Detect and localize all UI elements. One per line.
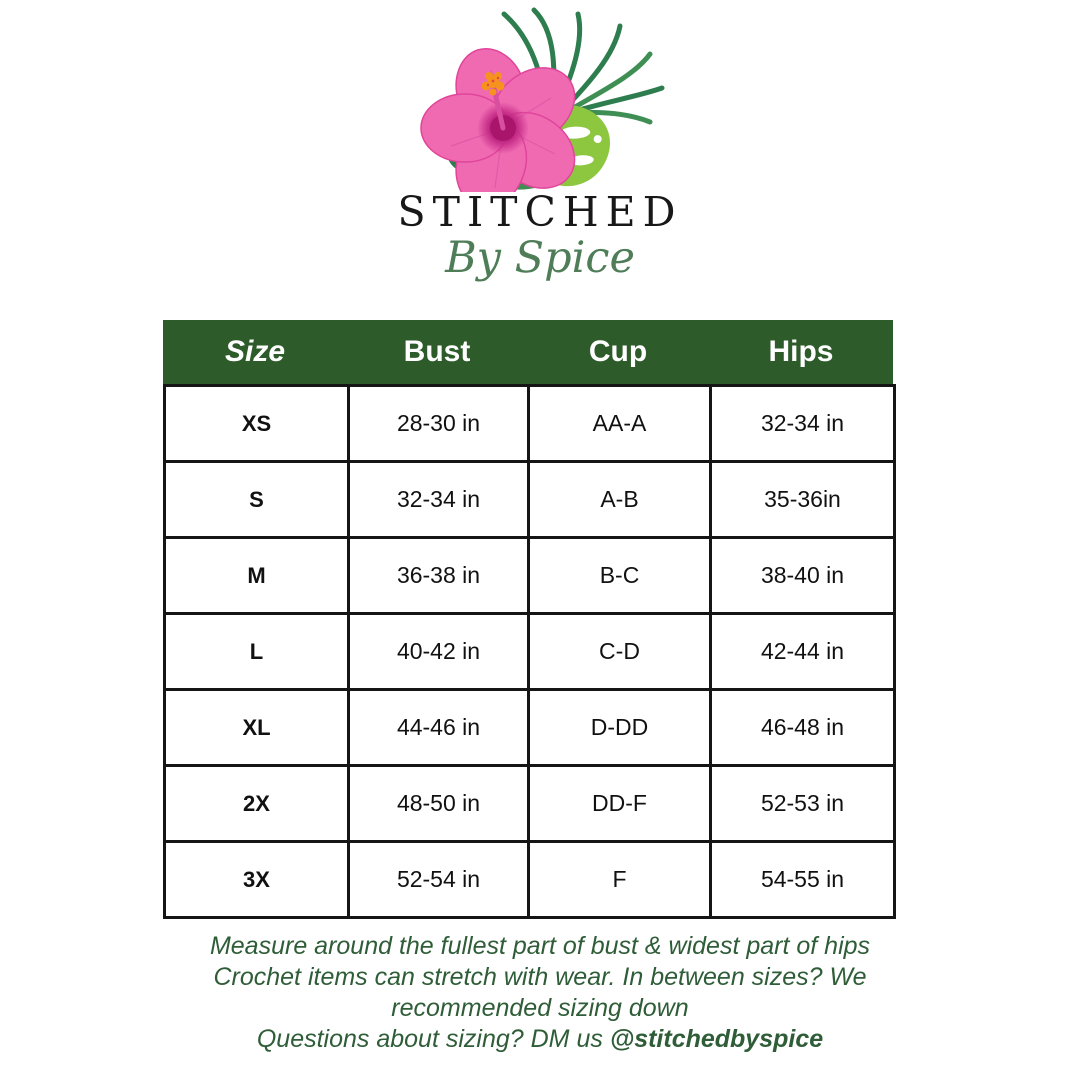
table-row <box>165 766 895 842</box>
size-cell: L <box>165 614 349 690</box>
cup-cell: DD-F <box>529 766 711 842</box>
bust-cell: 36-38 in <box>349 538 529 614</box>
footer-notes <box>0 931 1080 1055</box>
hips-cell: 35-36in <box>711 462 895 538</box>
header-hips: Hips <box>768 335 834 368</box>
size-cell: XS <box>165 386 349 462</box>
hips-cell: 52-53 in <box>711 766 895 842</box>
header-cup: Cup <box>588 335 648 368</box>
header-bust: Bust <box>403 335 471 368</box>
size-cell: 3X <box>165 842 349 918</box>
question-note <box>0 1024 1080 1055</box>
table-row <box>165 614 895 690</box>
bust-cell: 52-54 in <box>349 842 529 918</box>
table-header-row <box>163 320 893 384</box>
table-row <box>165 386 895 462</box>
cup-cell: B-C <box>529 538 711 614</box>
bust-cell: 40-42 in <box>349 614 529 690</box>
hips-cell: 46-48 in <box>711 690 895 766</box>
sizing-down-note: recommended sizing down <box>391 994 689 1022</box>
table-row <box>165 690 895 766</box>
cup-cell: C-D <box>529 614 711 690</box>
cup-cell: D-DD <box>529 690 711 766</box>
size-cell: S <box>165 462 349 538</box>
question-prefix: Questions about sizing? DM us <box>256 1025 610 1053</box>
instagram-handle: @stitchedbyspice <box>609 1025 824 1053</box>
bust-cell: 28-30 in <box>349 386 529 462</box>
size-chart-table <box>163 320 893 919</box>
table-row <box>165 462 895 538</box>
size-cell: XL <box>165 690 349 766</box>
hips-cell: 54-55 in <box>711 842 895 918</box>
table-body <box>163 384 896 919</box>
hips-cell: 32-34 in <box>711 386 895 462</box>
hibiscus-bloom-icon <box>421 40 589 192</box>
cup-cell: AA-A <box>529 386 711 462</box>
table-row <box>165 538 895 614</box>
cup-cell: A-B <box>529 462 711 538</box>
bust-cell: 48-50 in <box>349 766 529 842</box>
size-cell: 2X <box>165 766 349 842</box>
hips-cell: 38-40 in <box>711 538 895 614</box>
stretch-note: Crochet items can stretch with wear. In between sizes? We <box>213 963 867 991</box>
hips-cell: 42-44 in <box>711 614 895 690</box>
hibiscus-flower-icon <box>408 2 688 192</box>
header-size: Size <box>224 335 286 368</box>
measure-note: Measure around the fullest part of bust & widest part of hips <box>209 932 871 960</box>
brand-name: STITCHED <box>397 188 683 236</box>
brand-subtitle: By Spice <box>445 233 635 283</box>
cup-cell: F <box>529 842 711 918</box>
bust-cell: 32-34 in <box>349 462 529 538</box>
size-cell: M <box>165 538 349 614</box>
bust-cell: 44-46 in <box>349 690 529 766</box>
table-row <box>165 842 895 918</box>
